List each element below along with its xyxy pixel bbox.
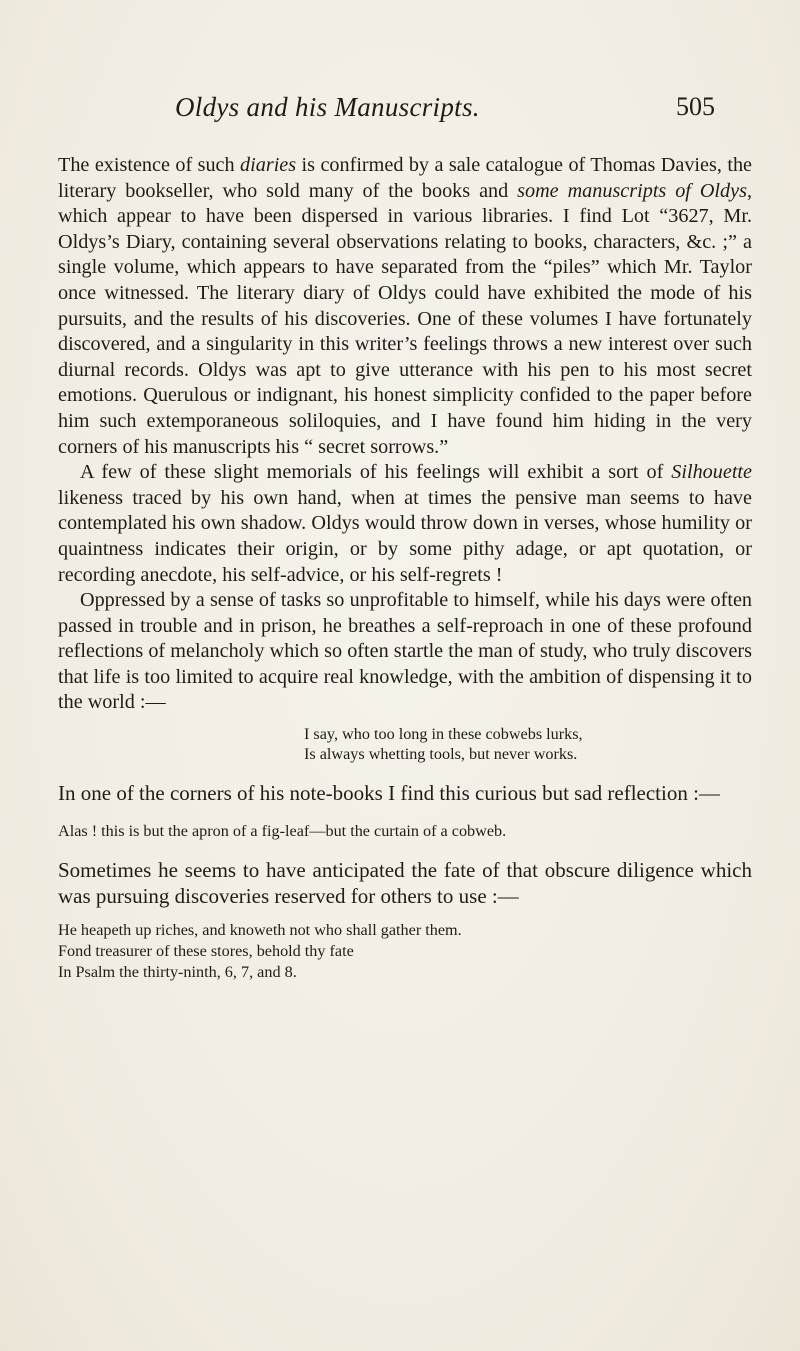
- paragraph-1-italic-a: diaries: [240, 154, 297, 176]
- paragraph-1-text-a: The existence of such: [58, 154, 241, 176]
- psalm-line-2: Fond treasurer of these stores, behold thy fate: [58, 941, 354, 960]
- reflection-quotation: Alas ! this is but the apron of a fig-leaf—but the curtain of a cobweb.: [58, 821, 507, 840]
- page-header: [0, 92, 800, 136]
- verse-line-2: Is always whetting tools, but never works.: [304, 745, 578, 764]
- paragraph-2: [58, 460, 752, 588]
- verse-quotation: [58, 724, 752, 764]
- verse-line-1: I say, who too long in these cobwebs lurks,: [304, 725, 583, 744]
- paragraph-1-italic-b: some manuscripts of Oldys: [517, 179, 747, 202]
- paragraph-3: Oppressed by a sense of tasks so unprofitable to himself, while his days were often passed in trouble and in prison, he breathes a self-reproach in one of these profound reflections of melancholy which so often startle the man of study, who truly discovers that life is too limited to acquire real knowledge, with the ambition of dispensing it to the world :—: [58, 589, 752, 714]
- paragraph-2-italic: Silhouette: [671, 461, 752, 484]
- psalm-line-3: In Psalm the thirty-ninth, 6, 7, and 8.: [58, 962, 297, 981]
- paragraph-1: [58, 153, 752, 460]
- psalm-quotation: [58, 920, 752, 983]
- paragraph-2-text-b: likeness traced by his own hand, when at times the pensive man seems to have contemplated his own shadow. Oldys would throw down in verses, whose humility or quaintness indicates their origin, or by some pithy adage, or apt quotation, or recording anecdote, his self-advice, or his self-regrets !: [58, 486, 752, 586]
- paragraph-2-text-a: A few of these slight memorials of his feelings will exhibit a sort of: [80, 461, 672, 484]
- paragraph-5: Sometimes he seems to have anticipated the fate of that obscure diligence which was pursuing discoveries reserved for others to use :—: [58, 857, 752, 909]
- paragraph-4: In one of the corners of his note-books I find this curious but sad reflection :—: [58, 781, 720, 806]
- paragraph-1-text-c: , which appear to have been dispersed in various libraries. I find Lot “3627, Mr. Oldys’s Diary, containing several observations relating to books, characters, &c. ;” a single volume, which appears to have separated from the “piles” which Mr. Taylor once witnessed. The literary diary of Oldys could have exhibited the mode of his pursuits, and the results of his discoveries. One of these volumes I have fortunately discovered, and a singularity in this writer’s feelings throws a new interest over such diurnal records. Oldys was apt to give utterance with his pen to his most secret emotions. Querulous or indignant, his honest simplicity confided to the paper before him such extemporaneous soliloquies, and I have found him hiding in the very corners of his manuscripts his “ secret sorrows.”: [58, 179, 752, 458]
- running-title: Oldys and his Manuscripts.: [175, 92, 480, 122]
- body-text: [58, 153, 752, 983]
- paragraph-1-text-b: is confirmed by a sale catalogue of Thomas Davies, the literary bookseller, who sold many of the books and: [58, 154, 752, 202]
- page-number: 505: [676, 92, 715, 121]
- psalm-line-1: He heapeth up riches, and knoweth not who shall gather them.: [58, 920, 462, 939]
